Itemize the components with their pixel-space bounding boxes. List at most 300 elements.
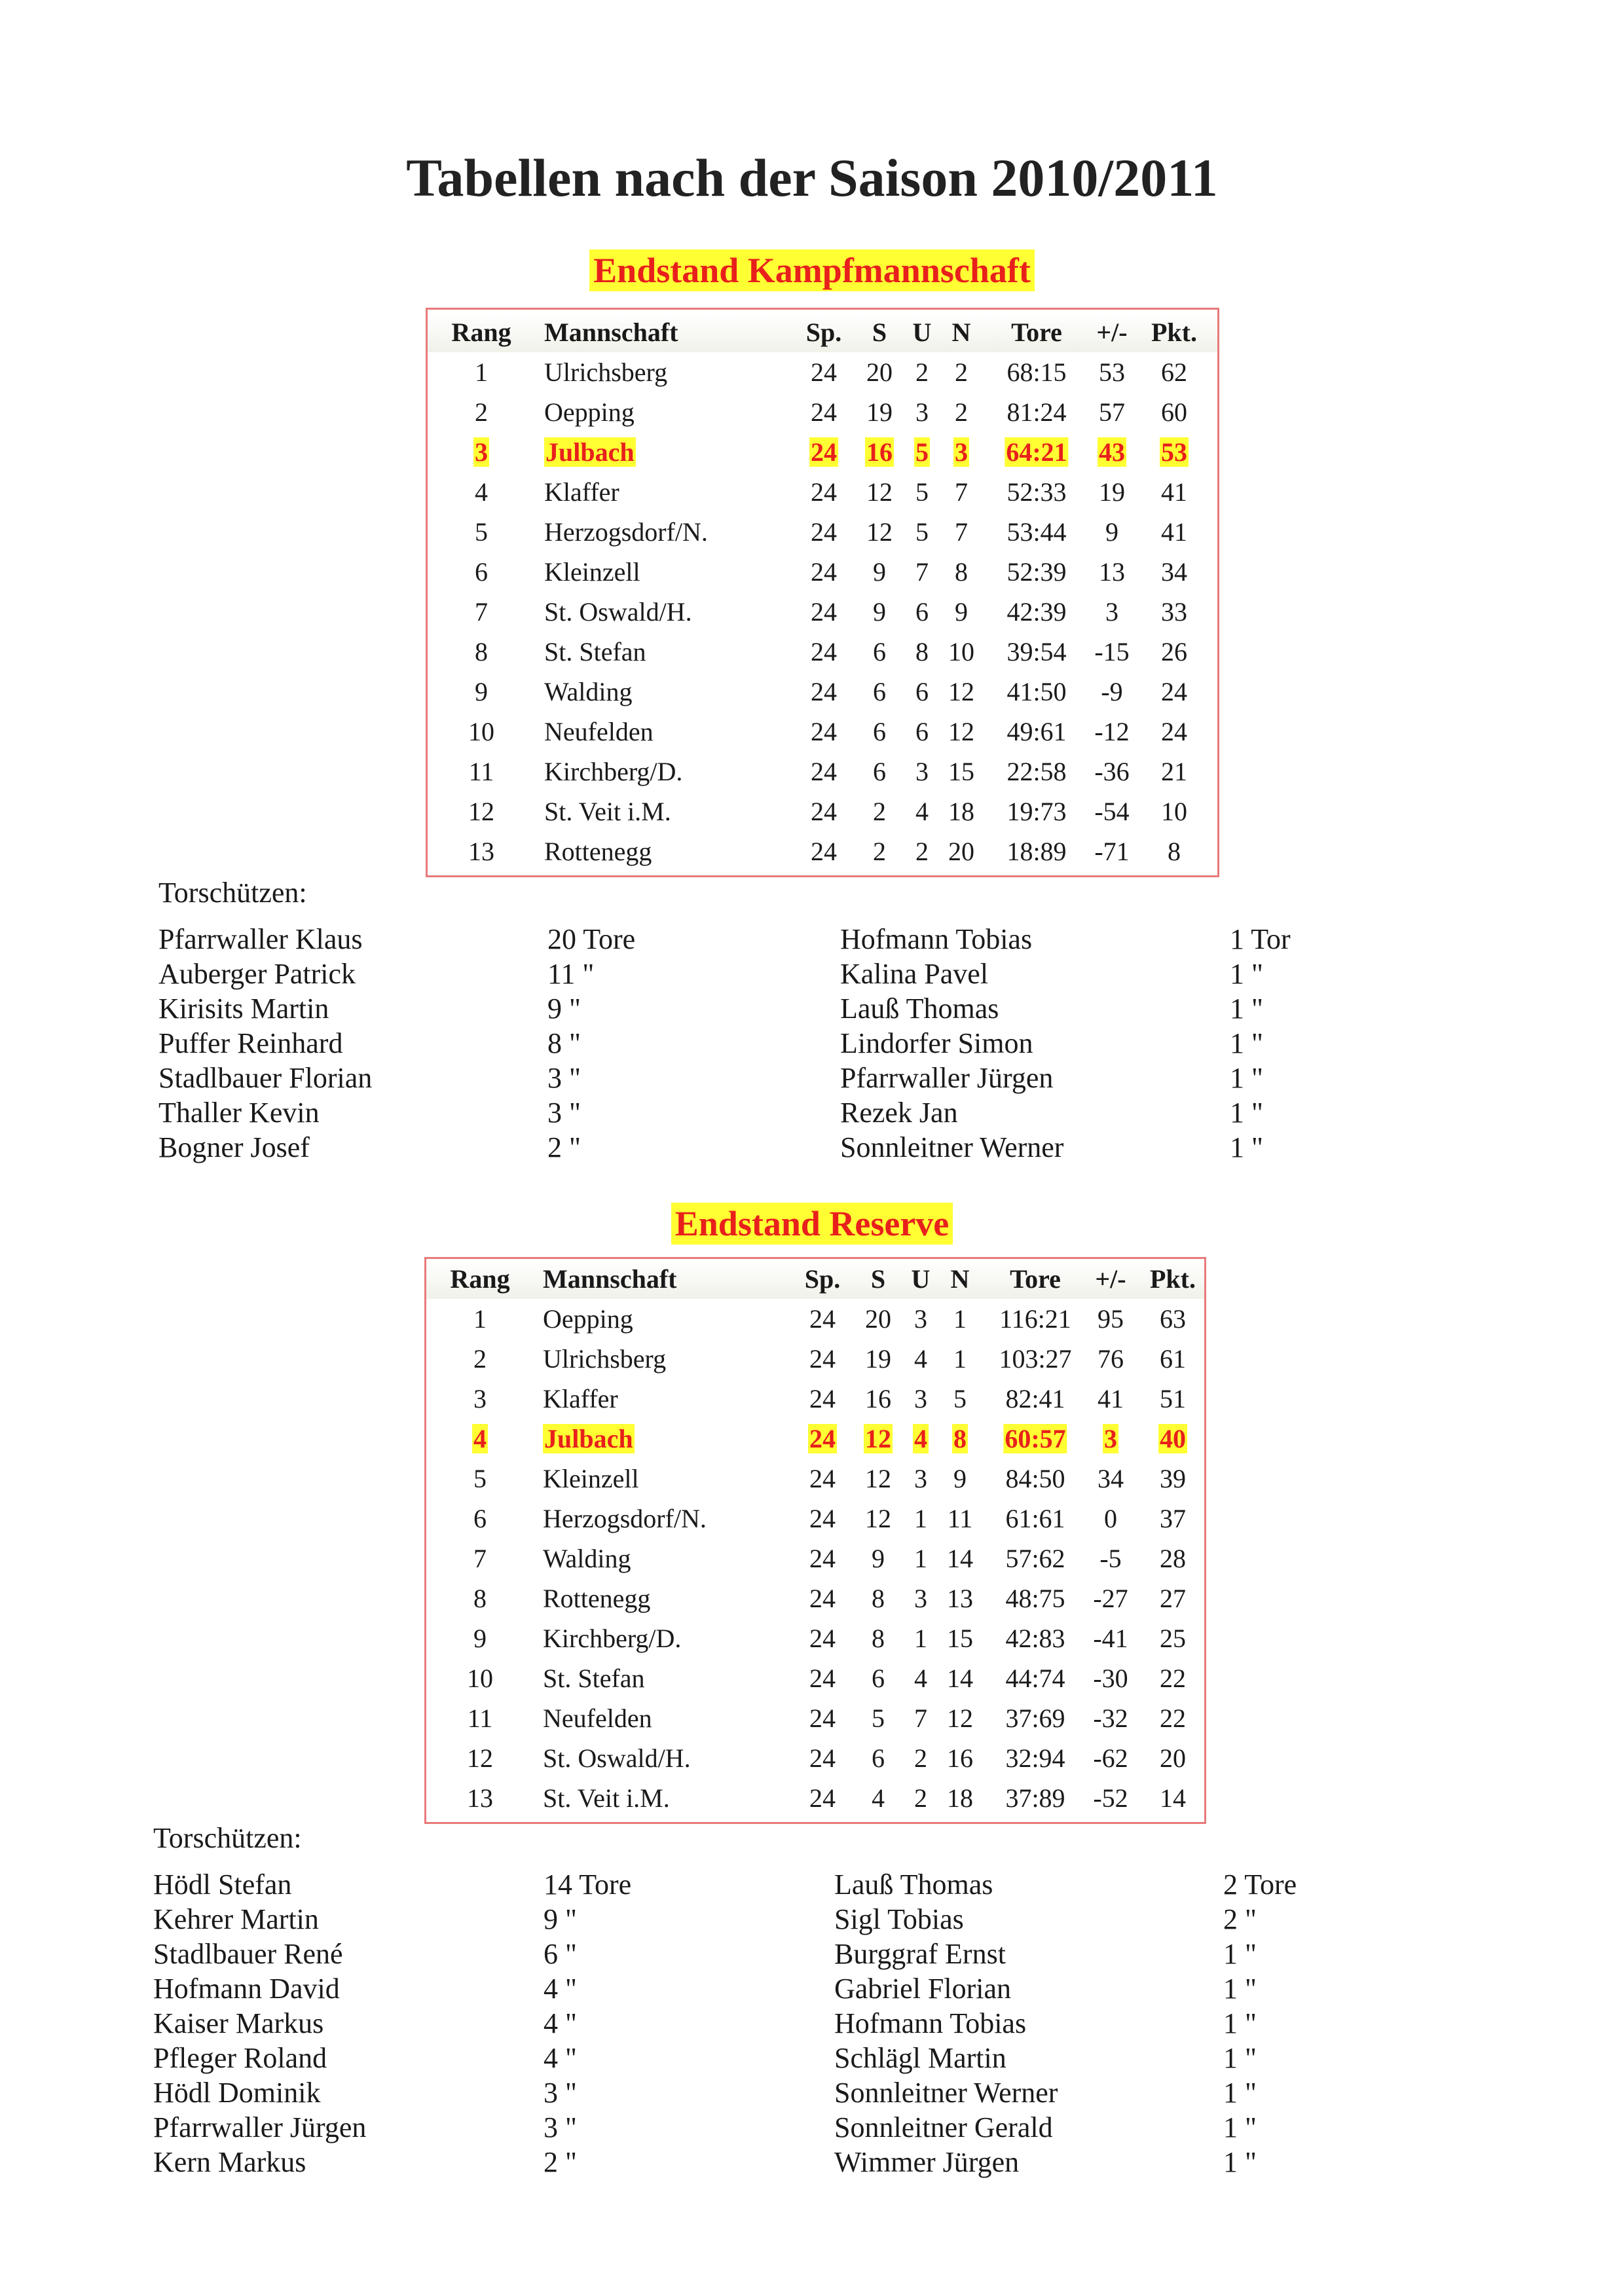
cell-s: 8 <box>872 1624 885 1653</box>
cell-u: 4 <box>914 1344 927 1374</box>
cell-n: 15 <box>948 757 974 786</box>
reserve-table-row <box>426 1499 1204 1539</box>
kampf-scorers-label: Torschützen: <box>158 877 307 909</box>
header-u: U <box>911 1264 931 1294</box>
reserve-table-row <box>426 1778 1204 1818</box>
cell-rang: 6 <box>473 1504 487 1533</box>
scorer-name-left: Bogner Josef <box>158 1131 310 1163</box>
cell-rang: 5 <box>473 1464 487 1493</box>
cell-tore: 68:15 <box>1006 357 1067 387</box>
cell-tore: 37:69 <box>1005 1704 1065 1733</box>
cell-rang: 13 <box>467 1783 493 1813</box>
cell-n: 18 <box>948 797 974 826</box>
cell-mannschaft: Julbach <box>545 437 635 467</box>
cell-s: 12 <box>865 1464 891 1493</box>
cell-mannschaft: Walding <box>544 677 633 706</box>
scorer-goals-right: 1 " <box>1223 2146 1257 2178</box>
cell-sp: 24 <box>811 357 837 387</box>
reserve-table-row <box>426 1379 1204 1419</box>
scorer-goals-left: 3 " <box>544 2077 577 2109</box>
cell-diff: 41 <box>1098 1384 1124 1413</box>
cell-rang: 3 <box>475 437 488 467</box>
cell-mannschaft: Kleinzell <box>544 557 640 587</box>
cell-diff: -12 <box>1094 717 1130 746</box>
cell-pkt: 33 <box>1161 597 1187 627</box>
cell-pkt: 28 <box>1160 1544 1186 1573</box>
cell-sp: 24 <box>809 1743 836 1773</box>
cell-rang: 8 <box>475 637 488 666</box>
cell-tore: 48:75 <box>1005 1584 1065 1613</box>
scorer-name-left: Kehrer Martin <box>153 1903 319 1935</box>
cell-sp: 24 <box>809 1783 836 1813</box>
kampf-table-row <box>428 432 1217 472</box>
cell-u: 3 <box>914 1464 927 1493</box>
cell-diff: 13 <box>1099 557 1125 587</box>
cell-pkt: 63 <box>1160 1304 1186 1334</box>
cell-sp: 24 <box>811 717 837 746</box>
scorer-goals-left: 6 " <box>544 1938 577 1970</box>
cell-tore: 52:33 <box>1006 477 1067 507</box>
scorer-name-left: Puffer Reinhard <box>158 1027 343 1059</box>
cell-sp: 24 <box>809 1504 836 1533</box>
cell-pkt: 41 <box>1161 477 1187 507</box>
cell-pkt: 27 <box>1160 1584 1186 1613</box>
cell-tore: 37:89 <box>1005 1783 1065 1813</box>
cell-u: 1 <box>914 1624 927 1653</box>
cell-pkt: 21 <box>1161 757 1187 786</box>
cell-mannschaft: St. Oswald/H. <box>544 597 692 627</box>
cell-pkt: 24 <box>1161 677 1187 706</box>
scorer-name-left: Kirisits Martin <box>158 993 329 1025</box>
kampf-table-row <box>428 712 1217 752</box>
reserve-table-row <box>426 1578 1204 1618</box>
cell-tore: 32:94 <box>1005 1743 1065 1773</box>
cell-u: 6 <box>915 597 929 627</box>
cell-u: 6 <box>915 717 929 746</box>
cell-s: 6 <box>872 1743 885 1773</box>
cell-pkt: 20 <box>1160 1743 1186 1773</box>
cell-n: 8 <box>955 557 968 587</box>
scorer-goals-right: 1 " <box>1230 993 1263 1025</box>
cell-mannschaft: St. Stefan <box>543 1664 645 1693</box>
scorer-name-right: Lindorfer Simon <box>840 1027 1033 1059</box>
cell-diff: -30 <box>1093 1664 1128 1693</box>
cell-pkt: 14 <box>1160 1783 1186 1813</box>
cell-pkt: 37 <box>1160 1504 1186 1533</box>
cell-s: 5 <box>872 1704 885 1733</box>
scorer-name-left: Pfleger Roland <box>153 2042 327 2074</box>
cell-s: 6 <box>873 637 886 666</box>
cell-s: 16 <box>865 1384 891 1413</box>
header-rang: Rang <box>450 1264 510 1294</box>
cell-sp: 24 <box>809 1584 836 1613</box>
header-pkt: Pkt. <box>1150 1264 1196 1294</box>
reserve-table-row <box>426 1738 1204 1778</box>
scorer-name-right: Sonnleitner Werner <box>840 1131 1064 1163</box>
scorer-goals-right: 1 " <box>1223 1938 1257 1970</box>
cell-pkt: 62 <box>1161 357 1187 387</box>
cell-sp: 24 <box>811 437 837 467</box>
cell-sp: 24 <box>811 557 837 587</box>
cell-s: 8 <box>872 1584 885 1613</box>
cell-mannschaft: Julbach <box>544 1424 633 1453</box>
cell-s: 20 <box>865 1304 891 1334</box>
cell-rang: 3 <box>473 1384 487 1413</box>
cell-pkt: 61 <box>1160 1344 1186 1374</box>
cell-diff: -5 <box>1099 1544 1122 1573</box>
cell-sp: 24 <box>811 637 837 666</box>
cell-u: 8 <box>915 637 929 666</box>
kampf-heading-text: Endstand Kampfmannschaft <box>589 249 1035 291</box>
cell-n: 15 <box>947 1624 973 1653</box>
header-mannschaft: Mannschaft <box>543 1264 677 1294</box>
scorer-goals-left: 4 " <box>544 1973 577 2005</box>
cell-mannschaft: Neufelden <box>543 1704 652 1733</box>
cell-s: 6 <box>873 757 886 786</box>
reserve-table-row <box>426 1419 1204 1459</box>
cell-sp: 24 <box>809 1424 836 1453</box>
cell-sp: 24 <box>811 397 837 427</box>
cell-u: 7 <box>914 1704 927 1733</box>
cell-sp: 24 <box>809 1384 836 1413</box>
cell-diff: 57 <box>1099 397 1125 427</box>
reserve-table-row <box>426 1539 1204 1578</box>
kampf-table-row <box>428 592 1217 632</box>
cell-s: 2 <box>873 837 886 866</box>
cell-s: 4 <box>872 1783 885 1813</box>
cell-s: 2 <box>873 797 886 826</box>
cell-pkt: 60 <box>1161 397 1187 427</box>
cell-u: 2 <box>915 357 929 387</box>
cell-s: 12 <box>866 517 893 547</box>
cell-pkt: 41 <box>1161 517 1187 547</box>
kampf-table-row <box>428 752 1217 792</box>
cell-s: 9 <box>873 597 886 627</box>
cell-u: 4 <box>915 797 929 826</box>
scorer-goals-left: 4 " <box>544 2042 577 2074</box>
cell-rang: 7 <box>475 597 488 627</box>
cell-diff: -36 <box>1094 757 1130 786</box>
cell-mannschaft: Ulrichsberg <box>544 357 668 387</box>
cell-rang: 11 <box>468 757 494 786</box>
kampf-table-row <box>428 632 1217 672</box>
cell-u: 1 <box>914 1504 927 1533</box>
cell-sp: 24 <box>809 1624 836 1653</box>
header-tore: Tore <box>1011 318 1062 347</box>
cell-s: 20 <box>866 357 893 387</box>
kampf-table-row <box>428 792 1217 831</box>
scorer-goals-left: 14 Tore <box>544 1868 632 1901</box>
cell-diff: 9 <box>1105 517 1118 547</box>
kampf-table-row <box>428 392 1217 432</box>
cell-rang: 1 <box>475 357 488 387</box>
cell-u: 3 <box>914 1304 927 1334</box>
kampf-table-row <box>428 472 1217 512</box>
reserve-table-row <box>426 1339 1204 1379</box>
cell-n: 9 <box>955 597 968 627</box>
cell-diff: 95 <box>1098 1304 1124 1334</box>
cell-n: 2 <box>955 397 968 427</box>
cell-diff: 34 <box>1098 1464 1124 1493</box>
scorer-goals-right: 2 " <box>1223 1903 1257 1935</box>
cell-diff: -54 <box>1094 797 1130 826</box>
cell-s: 6 <box>873 677 886 706</box>
cell-s: 12 <box>865 1424 891 1453</box>
cell-u: 4 <box>914 1664 927 1693</box>
cell-u: 3 <box>914 1384 927 1413</box>
cell-u: 5 <box>915 477 929 507</box>
cell-u: 6 <box>915 677 929 706</box>
cell-mannschaft: Kleinzell <box>543 1464 639 1493</box>
cell-tore: 22:58 <box>1006 757 1067 786</box>
scorer-goals-left: 2 " <box>547 1131 581 1163</box>
cell-sp: 24 <box>809 1704 836 1733</box>
cell-diff: -15 <box>1094 637 1130 666</box>
scorer-name-left: Pfarrwaller Klaus <box>158 923 363 955</box>
cell-mannschaft: Kirchberg/D. <box>544 757 683 786</box>
scorer-name-right: Wimmer Jürgen <box>834 2146 1020 2178</box>
cell-s: 9 <box>872 1544 885 1573</box>
cell-diff: -32 <box>1093 1704 1128 1733</box>
cell-rang: 4 <box>475 477 488 507</box>
cell-mannschaft: Neufelden <box>544 717 654 746</box>
cell-u: 5 <box>915 437 929 467</box>
cell-pkt: 26 <box>1161 637 1187 666</box>
cell-tore: 52:39 <box>1006 557 1067 587</box>
cell-u: 3 <box>914 1584 927 1613</box>
cell-diff: -27 <box>1093 1584 1128 1613</box>
header-tore: Tore <box>1010 1264 1061 1294</box>
cell-n: 10 <box>948 637 974 666</box>
cell-pkt: 24 <box>1161 717 1187 746</box>
kampf-table-row <box>428 831 1217 871</box>
cell-rang: 2 <box>475 397 488 427</box>
cell-u: 3 <box>915 757 929 786</box>
scorer-name-right: Gabriel Florian <box>834 1973 1012 2005</box>
cell-n: 12 <box>948 717 974 746</box>
header-s: S <box>870 1264 886 1294</box>
cell-mannschaft: St. Veit i.M. <box>543 1783 670 1813</box>
header-s: S <box>872 318 887 347</box>
scorer-goals-left: 9 " <box>544 1903 577 1935</box>
cell-s: 19 <box>866 397 893 427</box>
cell-mannschaft: Ulrichsberg <box>543 1344 667 1374</box>
cell-tore: 103:27 <box>999 1344 1072 1374</box>
cell-rang: 7 <box>473 1544 487 1573</box>
scorer-goals-right: 1 " <box>1223 2007 1257 2039</box>
cell-n: 14 <box>947 1544 973 1573</box>
scorer-name-left: Hofmann David <box>153 1973 340 2005</box>
cell-diff: -9 <box>1101 677 1123 706</box>
header-u: U <box>912 318 932 347</box>
cell-mannschaft: Klaffer <box>543 1384 618 1413</box>
cell-rang: 9 <box>475 677 488 706</box>
cell-n: 16 <box>947 1743 973 1773</box>
cell-tore: 42:83 <box>1005 1624 1065 1653</box>
cell-diff: 19 <box>1099 477 1125 507</box>
kampf-table-row <box>428 552 1217 592</box>
scorer-goals-right: 1 " <box>1230 1062 1263 1094</box>
scorer-goals-left: 4 " <box>544 2007 577 2039</box>
scorer-name-right: Sonnleitner Werner <box>834 2077 1058 2109</box>
cell-n: 1 <box>953 1304 967 1334</box>
scorer-name-right: Pfarrwaller Jürgen <box>840 1062 1054 1094</box>
header-n: N <box>950 1264 970 1294</box>
scorer-goals-right: 1 " <box>1230 1131 1263 1163</box>
cell-mannschaft: Rottenegg <box>543 1584 651 1613</box>
scorer-name-left: Hödl Stefan <box>153 1868 292 1901</box>
cell-tore: 42:39 <box>1006 597 1067 627</box>
cell-diff: -62 <box>1093 1743 1128 1773</box>
cell-rang: 12 <box>468 797 494 826</box>
scorer-goals-left: 11 " <box>547 958 595 990</box>
cell-sp: 24 <box>811 597 837 627</box>
cell-mannschaft: Kirchberg/D. <box>543 1624 682 1653</box>
scorer-goals-left: 3 " <box>547 1062 581 1094</box>
cell-tore: 39:54 <box>1006 637 1067 666</box>
cell-diff: 3 <box>1105 597 1118 627</box>
cell-n: 8 <box>953 1424 967 1453</box>
scorer-name-right: Rezek Jan <box>840 1097 958 1129</box>
scorer-name-left: Thaller Kevin <box>158 1097 320 1129</box>
cell-u: 2 <box>914 1743 927 1773</box>
cell-pkt: 40 <box>1160 1424 1186 1453</box>
scorer-name-right: Hofmann Tobias <box>834 2007 1027 2039</box>
scorer-goals-left: 3 " <box>544 2111 577 2143</box>
reserve-standings-table <box>424 1257 1206 1824</box>
scorer-name-left: Stadlbauer René <box>153 1938 343 1970</box>
scorer-goals-left: 20 Tore <box>547 923 636 955</box>
cell-rang: 4 <box>473 1424 487 1453</box>
cell-rang: 12 <box>467 1743 493 1773</box>
cell-diff: -71 <box>1094 837 1130 866</box>
scorer-goals-right: 1 " <box>1223 2077 1257 2109</box>
cell-mannschaft: St. Stefan <box>544 637 646 666</box>
cell-diff: 0 <box>1104 1504 1117 1533</box>
cell-sp: 24 <box>809 1544 836 1573</box>
cell-mannschaft: Walding <box>543 1544 631 1573</box>
cell-tore: 64:21 <box>1006 437 1067 467</box>
scorer-goals-left: 2 " <box>544 2146 577 2178</box>
cell-rang: 2 <box>473 1344 487 1374</box>
reserve-heading <box>0 1203 1624 1244</box>
cell-mannschaft: St. Oswald/H. <box>543 1743 691 1773</box>
cell-u: 2 <box>915 837 929 866</box>
cell-pkt: 34 <box>1161 557 1187 587</box>
cell-n: 12 <box>948 677 974 706</box>
cell-n: 7 <box>955 477 968 507</box>
scorer-name-right: Lauß Thomas <box>840 993 999 1025</box>
cell-sp: 24 <box>809 1344 836 1374</box>
scorer-name-left: Pfarrwaller Jürgen <box>153 2111 367 2143</box>
cell-s: 12 <box>865 1504 891 1533</box>
cell-u: 4 <box>914 1424 927 1453</box>
cell-n: 14 <box>947 1664 973 1693</box>
page-title: Tabellen nach der Saison 2010/2011 <box>406 148 1218 208</box>
scorer-goals-left: 9 " <box>547 993 581 1025</box>
reserve-header-row <box>426 1259 1204 1299</box>
cell-mannschaft: Herzogsdorf/N. <box>544 517 708 547</box>
header-pkt: Pkt. <box>1151 318 1197 347</box>
scorer-name-right: Hofmann Tobias <box>840 923 1033 955</box>
cell-pkt: 22 <box>1160 1664 1186 1693</box>
kampf-table-row <box>428 352 1217 392</box>
scorer-name-left: Kern Markus <box>153 2146 306 2178</box>
scorer-goals-left: 8 " <box>547 1027 581 1059</box>
cell-rang: 6 <box>475 557 488 587</box>
header-n: N <box>951 318 971 347</box>
cell-sp: 24 <box>811 677 837 706</box>
cell-tore: 49:61 <box>1006 717 1067 746</box>
cell-rang: 13 <box>468 837 494 866</box>
cell-diff: 43 <box>1099 437 1125 467</box>
cell-n: 13 <box>947 1584 973 1613</box>
cell-rang: 10 <box>468 717 494 746</box>
reserve-table-row <box>426 1698 1204 1738</box>
scorer-name-left: Stadlbauer Florian <box>158 1062 373 1094</box>
cell-mannschaft: Herzogsdorf/N. <box>543 1504 707 1533</box>
cell-u: 5 <box>915 517 929 547</box>
scorer-goals-right: 1 " <box>1230 1097 1263 1129</box>
cell-pkt: 8 <box>1168 837 1181 866</box>
cell-n: 18 <box>947 1783 973 1813</box>
header-diff: +/- <box>1095 1264 1126 1294</box>
cell-sp: 24 <box>811 517 837 547</box>
cell-u: 3 <box>915 397 929 427</box>
scorer-name-right: Burggraf Ernst <box>834 1938 1006 1970</box>
scorer-name-right: Sigl Tobias <box>834 1903 964 1935</box>
cell-diff: 53 <box>1099 357 1125 387</box>
cell-n: 3 <box>955 437 968 467</box>
reserve-table-row <box>426 1658 1204 1698</box>
cell-sp: 24 <box>811 757 837 786</box>
cell-n: 20 <box>948 837 974 866</box>
cell-tore: 57:62 <box>1005 1544 1065 1573</box>
cell-s: 6 <box>873 717 886 746</box>
cell-u: 1 <box>914 1544 927 1573</box>
cell-tore: 41:50 <box>1006 677 1067 706</box>
cell-pkt: 10 <box>1161 797 1187 826</box>
scorer-goals-right: 1 " <box>1223 2111 1257 2143</box>
scorer-name-right: Lauß Thomas <box>834 1868 993 1901</box>
cell-n: 12 <box>947 1704 973 1733</box>
scorer-name-right: Sonnleitner Gerald <box>834 2111 1053 2143</box>
cell-sp: 24 <box>811 797 837 826</box>
cell-sp: 24 <box>809 1664 836 1693</box>
scorer-name-left: Auberger Patrick <box>158 958 356 990</box>
cell-u: 2 <box>914 1783 927 1813</box>
cell-tore: 18:89 <box>1006 837 1067 866</box>
reserve-scorers-label: Torschützen: <box>153 1822 302 1854</box>
scorer-goals-left: 3 " <box>547 1097 581 1129</box>
cell-tore: 19:73 <box>1006 797 1067 826</box>
cell-tore: 61:61 <box>1005 1504 1065 1533</box>
cell-n: 11 <box>947 1504 973 1533</box>
reserve-table-row <box>426 1299 1204 1339</box>
cell-s: 12 <box>866 477 893 507</box>
header-rang: Rang <box>451 318 511 347</box>
scorer-goals-right: 2 Tore <box>1223 1868 1297 1901</box>
cell-n: 2 <box>955 357 968 387</box>
scorer-goals-right: 1 " <box>1223 1973 1257 2005</box>
cell-pkt: 51 <box>1160 1384 1186 1413</box>
kampf-table-row <box>428 672 1217 712</box>
cell-s: 16 <box>866 437 893 467</box>
scorer-goals-right: 1 " <box>1230 1027 1263 1059</box>
cell-pkt: 22 <box>1160 1704 1186 1733</box>
cell-tore: 44:74 <box>1005 1664 1065 1693</box>
cell-pkt: 25 <box>1160 1624 1186 1653</box>
